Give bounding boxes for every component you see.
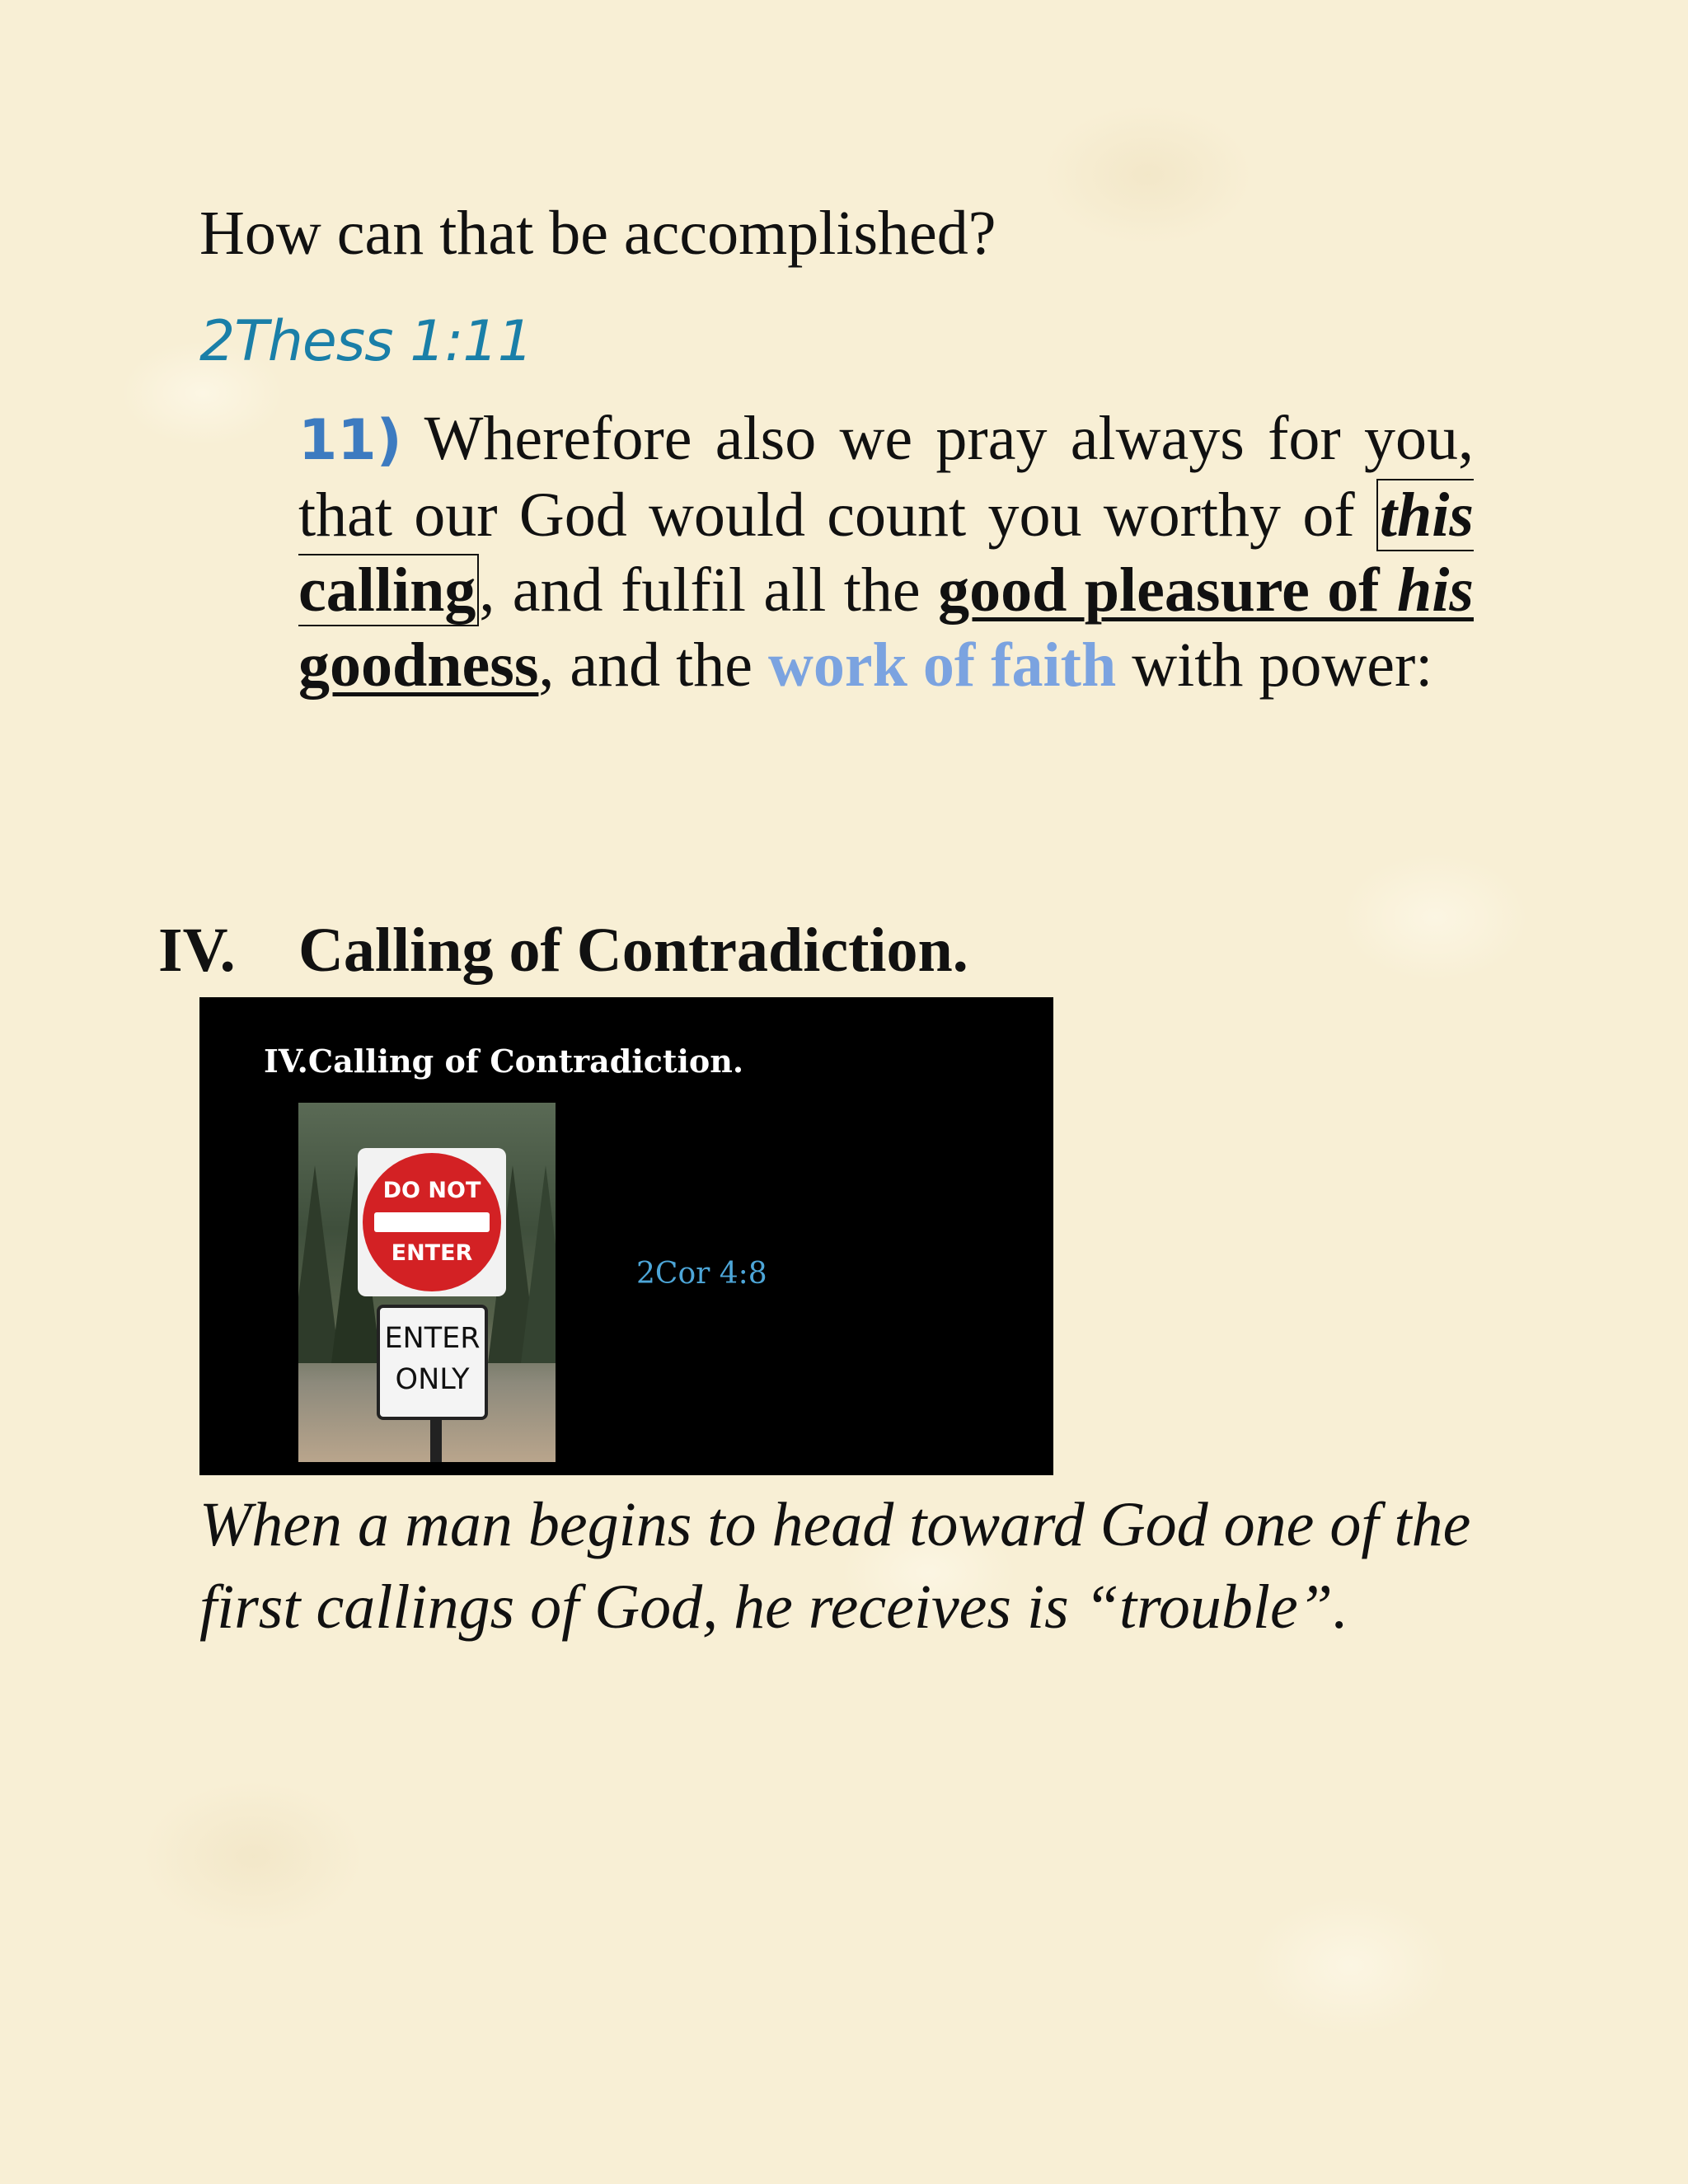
section-number: IV. bbox=[158, 916, 236, 985]
boxed-bold-word: calling bbox=[298, 555, 476, 625]
sign-white-bar bbox=[374, 1212, 490, 1232]
boxed-italic-word: this bbox=[1379, 480, 1474, 550]
underlined-italic-word: his bbox=[1397, 555, 1474, 625]
tree-shape bbox=[521, 1165, 556, 1363]
road-sign-photo bbox=[298, 1103, 556, 1462]
slide-reference: 2Cor 4:8 bbox=[636, 1257, 767, 1291]
verse-number: 11) bbox=[298, 408, 402, 473]
do-not-enter-sign bbox=[358, 1148, 506, 1296]
scripture-reference: 2Thess 1:11 bbox=[199, 309, 532, 374]
sign-text-top: DO NOT bbox=[382, 1178, 481, 1203]
section-heading bbox=[158, 915, 968, 987]
slide-title: IV.Calling of Contradiction. bbox=[264, 1043, 744, 1080]
verse-text bbox=[298, 401, 1474, 703]
verse-segment: , and the bbox=[538, 630, 769, 700]
slide-image bbox=[199, 997, 1053, 1475]
enter-only-line2: ONLY bbox=[395, 1363, 470, 1396]
sign-text-bottom: ENTER bbox=[391, 1240, 473, 1266]
caption-text: When a man begins to head toward God one of the first callings of God, he receives is “trouble”. bbox=[199, 1490, 1471, 1642]
verse-segment: , and fulfil all the bbox=[479, 555, 939, 625]
enter-only-sign bbox=[377, 1305, 488, 1420]
verse-segment: with power: bbox=[1116, 630, 1433, 700]
section-title: Calling of Contradiction. bbox=[298, 916, 968, 985]
highlighted-phrase: work of faith bbox=[768, 630, 1117, 700]
verse-segment: Wherefore also we pray always for you, that our God would count you worthy of bbox=[298, 404, 1474, 550]
underlined-segment: goodness bbox=[298, 630, 539, 700]
question-text: How can that be accomplished? bbox=[199, 199, 996, 268]
enter-only-line1: ENTER bbox=[384, 1322, 481, 1355]
underlined-segment: good pleasure of bbox=[938, 555, 1398, 625]
sign-red-circle bbox=[363, 1153, 501, 1291]
